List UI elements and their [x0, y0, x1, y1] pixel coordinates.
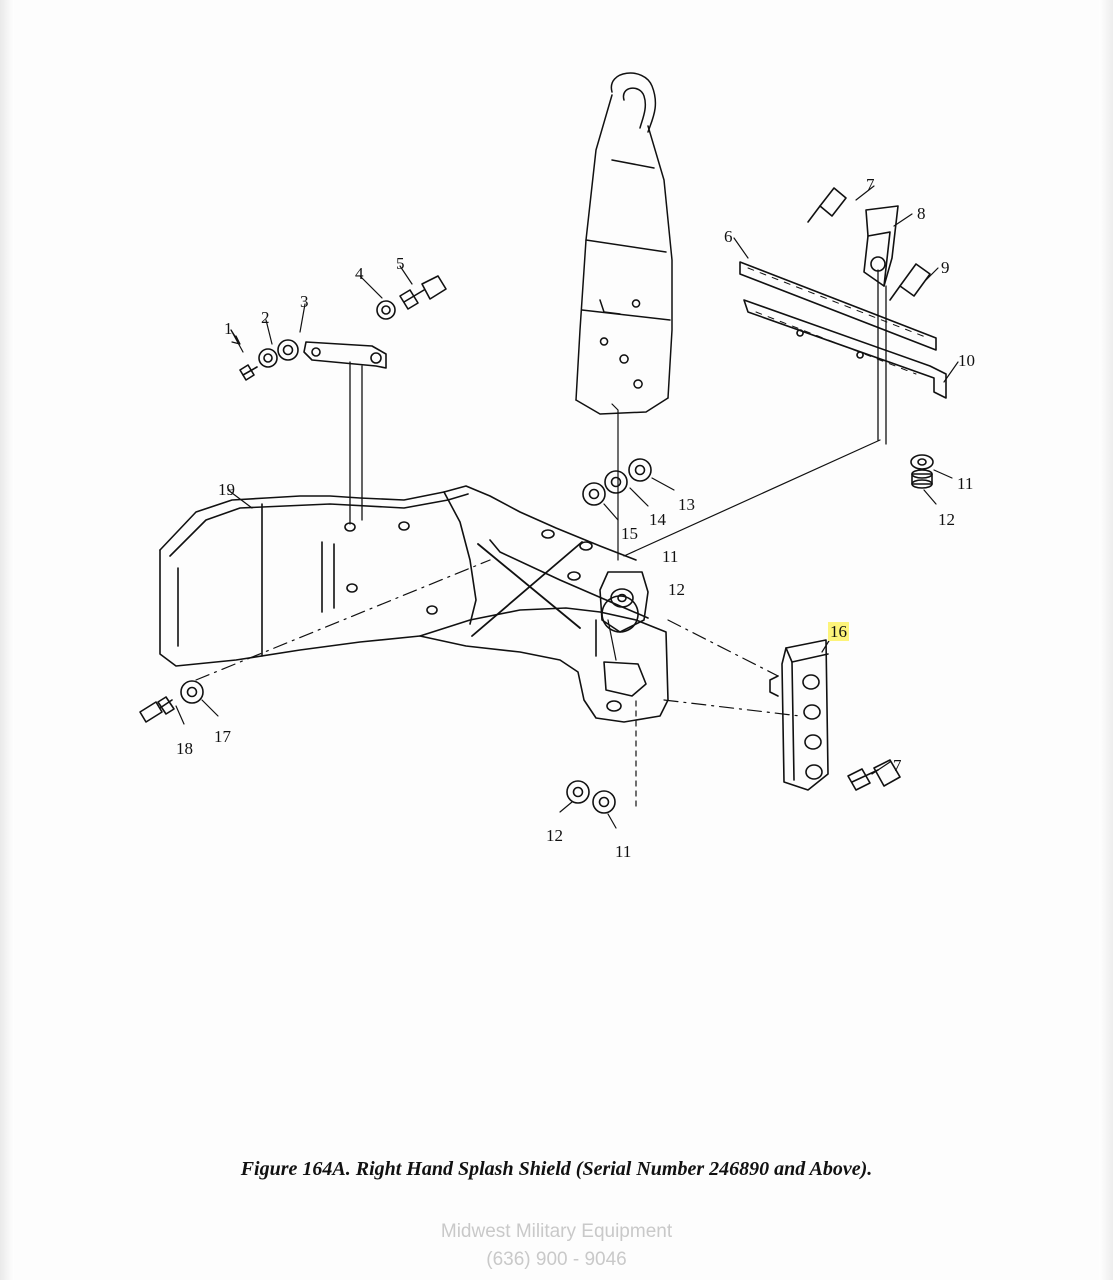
callout-2: 2 [261, 308, 270, 327]
callout-3: 3 [300, 292, 309, 311]
watermark [0, 1218, 1113, 1273]
callout-9: 9 [941, 258, 950, 277]
splash-shield-body [160, 486, 668, 722]
callout-10: 10 [958, 351, 975, 370]
callout-16: 16 [830, 622, 847, 641]
figure-caption: Figure 164A. Right Hand Splash Shield (Serial Number 246890 and Above). [240, 1158, 873, 1180]
callout-11: 11 [957, 474, 974, 493]
callout-4: 4 [355, 264, 364, 283]
callout-8: 8 [917, 204, 926, 223]
callout-18: 18 [176, 739, 193, 758]
support-brace [472, 542, 582, 636]
callout-12: 12 [546, 826, 563, 845]
bottom-center-fasteners [567, 781, 615, 813]
callout-17: 17 [214, 727, 231, 746]
callout-15: 15 [621, 524, 638, 543]
watermark-company: Midwest Military Equipment [440, 1221, 673, 1242]
callout-11: 11 [615, 842, 632, 861]
watermark-phone: (636) 900 - 9046 [486, 1248, 627, 1270]
callout-14: 14 [649, 510, 666, 529]
hinge-bracket-part [576, 73, 672, 414]
callout-7: 7 [866, 175, 875, 194]
callout-1: 1 [224, 319, 233, 338]
callout-7: 7 [893, 756, 902, 775]
left-bracket-assembly [240, 276, 446, 380]
callout-13: 13 [678, 495, 695, 514]
callout-12: 12 [668, 580, 685, 599]
callout-6: 6 [724, 227, 733, 246]
lower-left-fastener [140, 681, 203, 722]
right-rail-assembly [740, 188, 946, 488]
callout-11: 11 [662, 547, 679, 566]
callout-5: 5 [396, 254, 405, 273]
callout-12: 12 [938, 510, 955, 529]
callout-19: 19 [218, 480, 235, 499]
